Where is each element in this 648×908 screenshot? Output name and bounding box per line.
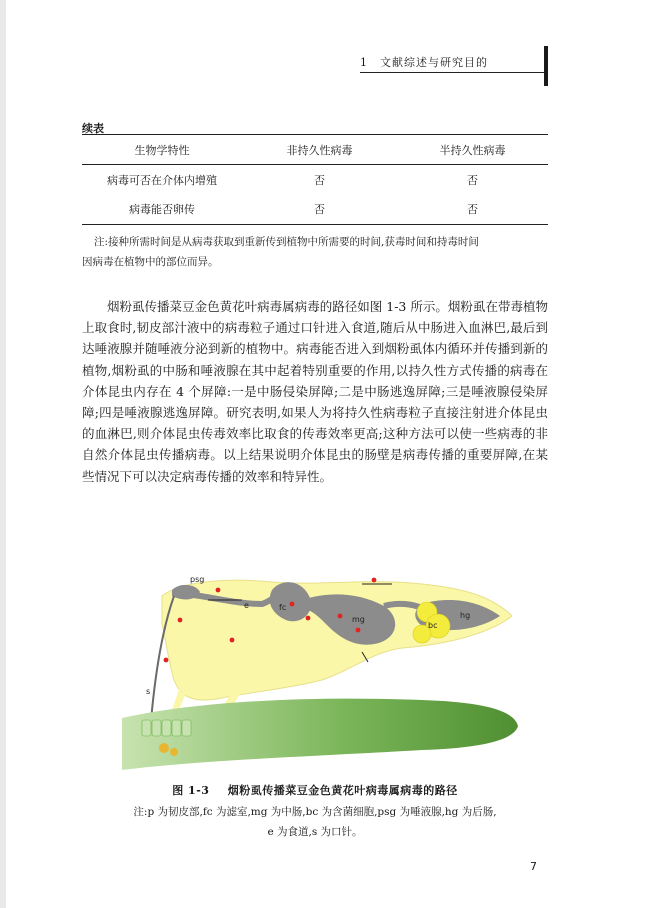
table-row [82,165,548,195]
virus-particle [306,616,311,621]
chapter-number: 1 [360,55,368,69]
table-note-line: 因病毒在植物中的部位而异。 [82,256,219,268]
chapter-title: 文献综述与研究目的 [380,56,488,69]
figure-note-line: 注:p 为韧皮部,fc 为滤室,mg 为中肠,bc 为含菌细胞,psg 为唾液腺,hg 为后肠, [133,806,497,818]
table-cell: 病毒可否在介体内增殖 [107,173,217,187]
leaf [122,699,518,770]
table-cell: 病毒能否卵传 [82,195,242,225]
virus-particle [164,658,169,663]
properties-table [82,134,548,225]
virus-particle [372,578,377,583]
leaf-cell [182,720,191,736]
phloem-cell [170,748,178,756]
virus-particle [178,618,183,623]
table-header-cell: 生物学特性 [82,135,242,165]
body-text [82,296,548,487]
table-note [82,232,548,272]
body-paragraph: 烟粉虱传播菜豆金色黄花叶病毒属病毒的路径如图 1-3 所示。烟粉虱在带毒植物上取食时,韧皮部汁液中的病毒粒子通过口针进入食道,随后从中肠进入血淋巴,最后到达唾液腺并随唾液分泌到新的植物中。病毒能否进入到烟粉虱体内循环并传播到新的植物,烟粉虱的中肠和唾液腺在其中起着特别重要的作用,以持久性方式传播的病毒在介体昆虫内存在 4 个屏障:一是中肠侵染屏障;二是中肠逃逸屏障;三是唾液腺侵染屏障;四是唾液腺逃逸屏障。研究表明,如果人为将持久性病毒粒子直接注射进介体昆虫的血淋巴,则介体昆虫传毒效率比取食的传毒效率更高;这种方法可以使一些病毒的非自然介体昆虫传播病毒。以上结果说明介体昆虫的肠壁是病毒传播的重要屏障,在某些情况下可以决定病毒传播的效率和特异性。 [82,299,548,484]
table-row [82,195,548,225]
virus-particle [230,638,235,643]
phloem-cell [159,743,169,753]
page-number: 7 [530,860,537,873]
virus-particle [338,614,343,619]
table-header-cell: 非持久性病毒 [242,135,397,165]
virus-particle [356,628,361,633]
table-title: 续表 [82,122,104,135]
table-cell: 否 [397,195,548,225]
figure-caption [82,782,548,798]
figure-number: 图 1-3 [172,784,210,797]
label-psg: psg [190,575,205,584]
label-bc: bc [428,621,438,630]
label-s: s [146,687,151,696]
leaf-cell [142,720,151,736]
leaf-cell [152,720,161,736]
table-header-cell: 半持久性病毒 [397,135,548,165]
figure-note [82,802,548,842]
header-side-bar [544,46,548,86]
figure-note-line: e 为食道,s 为口针。 [267,826,363,838]
label-mg: mg [352,615,365,624]
running-header [360,52,530,72]
virus-transmission-diagram [122,560,522,774]
table-note-line: 注:接种所需时间是从病毒获取到重新传到植物中所需要的时间,获毒时间和持毒时间 [94,236,479,248]
leaf-cell [162,720,171,736]
label-e: e [244,601,249,610]
figure-title: 烟粉虱传播菜豆金色黄花叶病毒属病毒的路径 [227,784,458,797]
table-cell: 否 [242,195,397,225]
leaf-cell [172,720,181,736]
page-edge-shadow [0,0,6,908]
table-cell: 否 [467,173,478,187]
figure-1-3 [122,560,522,774]
table-header-row [82,135,548,165]
virus-particle [290,602,295,607]
header-rule [360,72,548,73]
virus-particle [216,588,221,593]
label-hg: hg [460,611,471,620]
label-fc: fc [279,603,287,612]
table-cell: 否 [314,173,325,187]
